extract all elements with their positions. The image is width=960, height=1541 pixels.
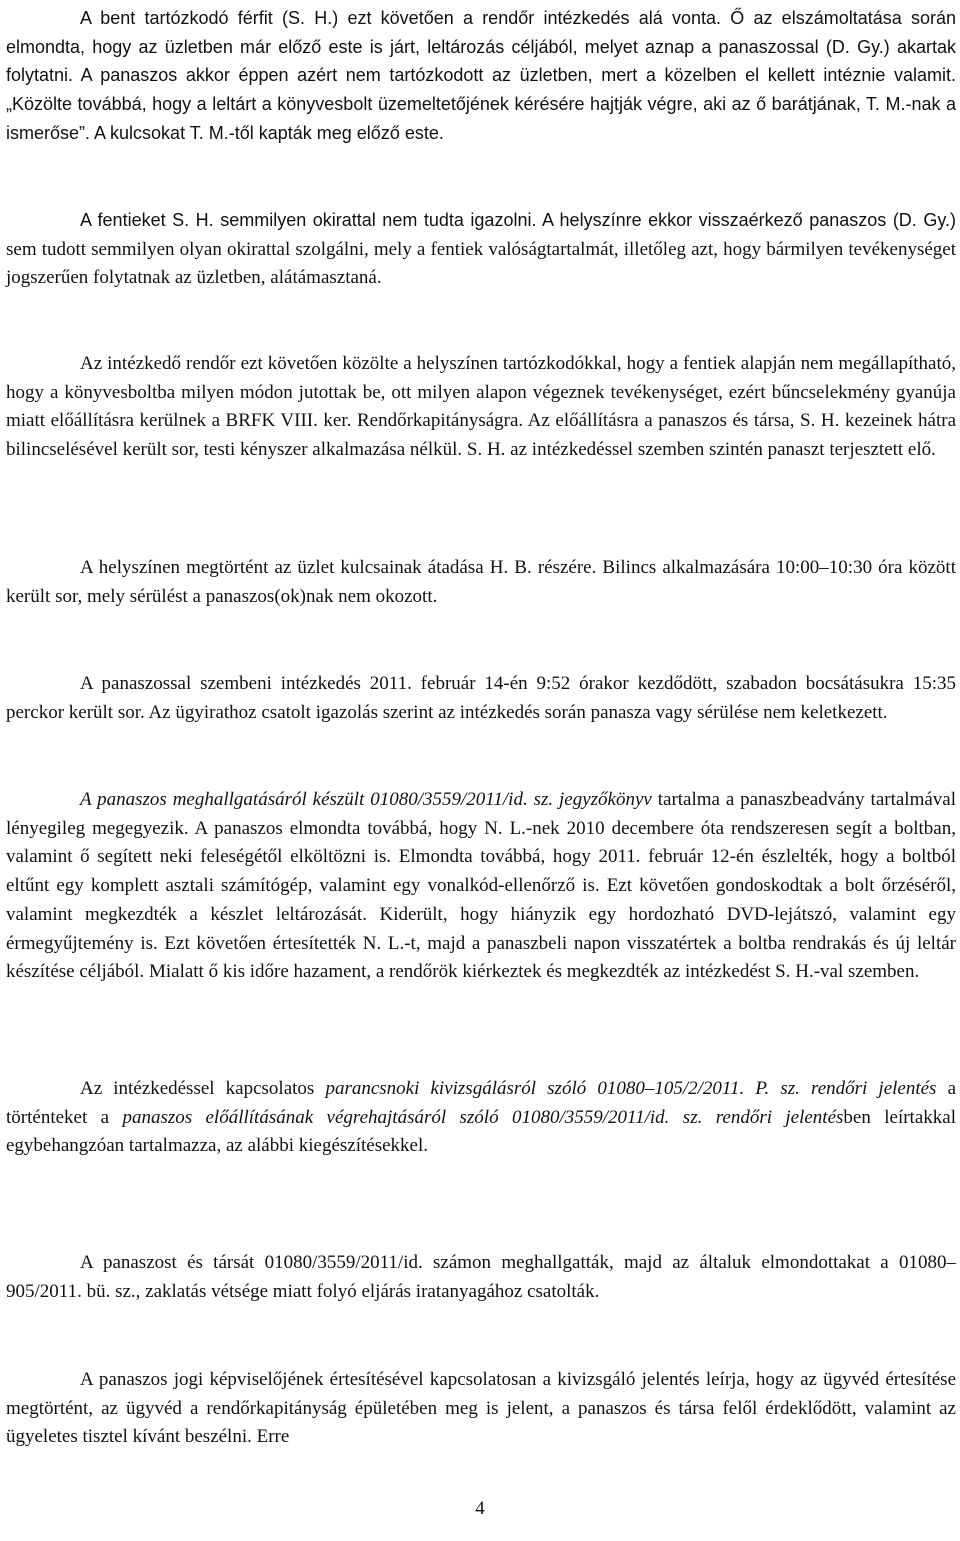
paragraph-7-text-1: Az intézkedéssel kapcsolatos: [80, 1078, 326, 1099]
paragraph-2: [6, 206, 956, 293]
paragraph-7-text-3: ben leírtakkal egybehangzóan tartalmazza, az alábbi kiegészítésekkel.: [6, 1106, 956, 1157]
paragraph-6: [6, 786, 956, 987]
paragraph-2-sans-text: A fentieket S. H. semmilyen okirattal nem tudta igazolni. A helyszínre ekkor visszaérkező panaszos (D. Gy.): [80, 210, 956, 230]
paragraph-3: Az intézkedő rendőr ezt követően közölte a helyszínen tartózkodókkal, hogy a fentiek alapján nem megállapítható, hogy a könyvesboltba milyen módon jutottak be, ott milyen alapon végeznek tevékenységet, ezért bűncselekmény gyanúja miatt előállításra kerülnek a BRFK VIII. ker. Rendőrkapitányságra. Az előállításra a panaszos és társa, S. H. kezeinek hátra bilincselésével került sor, testi kényszer alkalmazása nélkül. S. H. az intézkedéssel szemben szintén panaszt terjesztett elő.: [6, 353, 956, 461]
page-number: 4: [475, 1498, 485, 1519]
paragraph-6-text: tartalma a panaszbeadvány tartalmával lényegileg megegyezik. A panaszos elmondta továbbá, hogy N. L.-nek 2010 decembere óta rendszeresen segít a boltban, valamint ő segített neki feleségétől elköltözni is. Elmondta továbbá, hogy 2011. február 12-én észlelték, hogy a boltból eltűnt egy komplett asztali számítógép, valamint egy vonalkód-ellenőrző is. Ezt követően gondoskodtak a bolt őrzéséről, valamint megkezdték a készlet leltározását. Kiderült, hogy hiányzik egy hordozható DVD-lejátszó, valamint egy érmegyűjtemény is. Ezt követően értesítették N. L.-t, majd a panaszbeli napon visszatértek a boltba rendrakás és új leltár készítése céljából. Mialatt ő kis időre hazament, a rendőrök kiérkeztek és megkezdték az intézkedést S. H.-val szemben.: [6, 789, 956, 983]
paragraph-2-serif-text: sem tudott semmilyen olyan okirattal szolgálni, mely a fentiek valóságtartalmát, illetőleg azt, hogy bármilyen tevékenységet jogszerűen folytatnak az üzletben, alátámasztaná.: [6, 238, 956, 289]
paragraph-6-italic-reference: A panaszos meghallgatásáról készült 01080/3559/2011/id. sz. jegyzőkönyv: [80, 789, 652, 810]
paragraph-7-italic-reference-1: parancsnoki kivizsgálásról szóló 01080–105/2/2011. P. sz. rendőri jelentés: [325, 1078, 937, 1099]
paragraph-7: [6, 1075, 956, 1161]
paragraph-1: [6, 4, 956, 148]
paragraph-4: A helyszínen megtörtént az üzlet kulcsainak átadása H. B. részére. Bilincs alkalmazására 10:00–10:30 óra között került sor, mely sérülést a panaszos(ok)nak nem okozott.: [6, 557, 956, 607]
paragraph-7-italic-reference-2: panaszos előállításának végrehajtásáról szóló 01080/3559/2011/id. sz. rendőri jelentés: [122, 1106, 844, 1128]
paragraph-8: A panaszost és társát 01080/3559/2011/id. számon meghallgatták, majd az általuk elmondottakat a 01080–905/2011. bü. sz., zaklatás vétsége miatt folyó eljárás iratanyagához csatolták.: [6, 1252, 956, 1302]
paragraph-7-text-2: a történteket a: [6, 1078, 956, 1128]
paragraph-1-text: A bent tartózkodó férfit (S. H.) ezt követően a rendőr intézkedés alá vonta. Ő az elszámoltatása során elmondta, hogy az üzletben már előző este is járt, leltározás céljából, melyet aznap a panaszossal (D. Gy.) akartak folytatni. A panaszos akkor éppen azért nem tartózkodott az üzletben, mert a közelben el kellett intéznie valamit. „Közölte továbbá, hogy a leltárt a könyvesbolt üzemeltetőjének kérésére hajtják végre, aki az ő barátjának, T. M.-nak a ismerőse”. A kulcsokat T. M.-től kapták meg előző este.: [6, 8, 956, 143]
paragraph-9: A panaszos jogi képviselőjének értesítésével kapcsolatosan a kivizsgáló jelentés leírja, hogy az ügyvéd értesítése megtörtént, az ügyvéd a rendőrkapitányság épületében meg is jelent, a panaszos és társa felől érdeklődött, valamint az ügyeletes tisztel kívánt beszélni. Erre: [6, 1369, 956, 1448]
paragraph-5: A panaszossal szembeni intézkedés 2011. február 14-én 9:52 órakor kezdődött, szabadon bocsátásukra 15:35 perckor került sor. Az ügyirathoz csatolt igazolás szerint az intézkedés során panasza vagy sérülése nem keletkezett.: [6, 673, 956, 723]
